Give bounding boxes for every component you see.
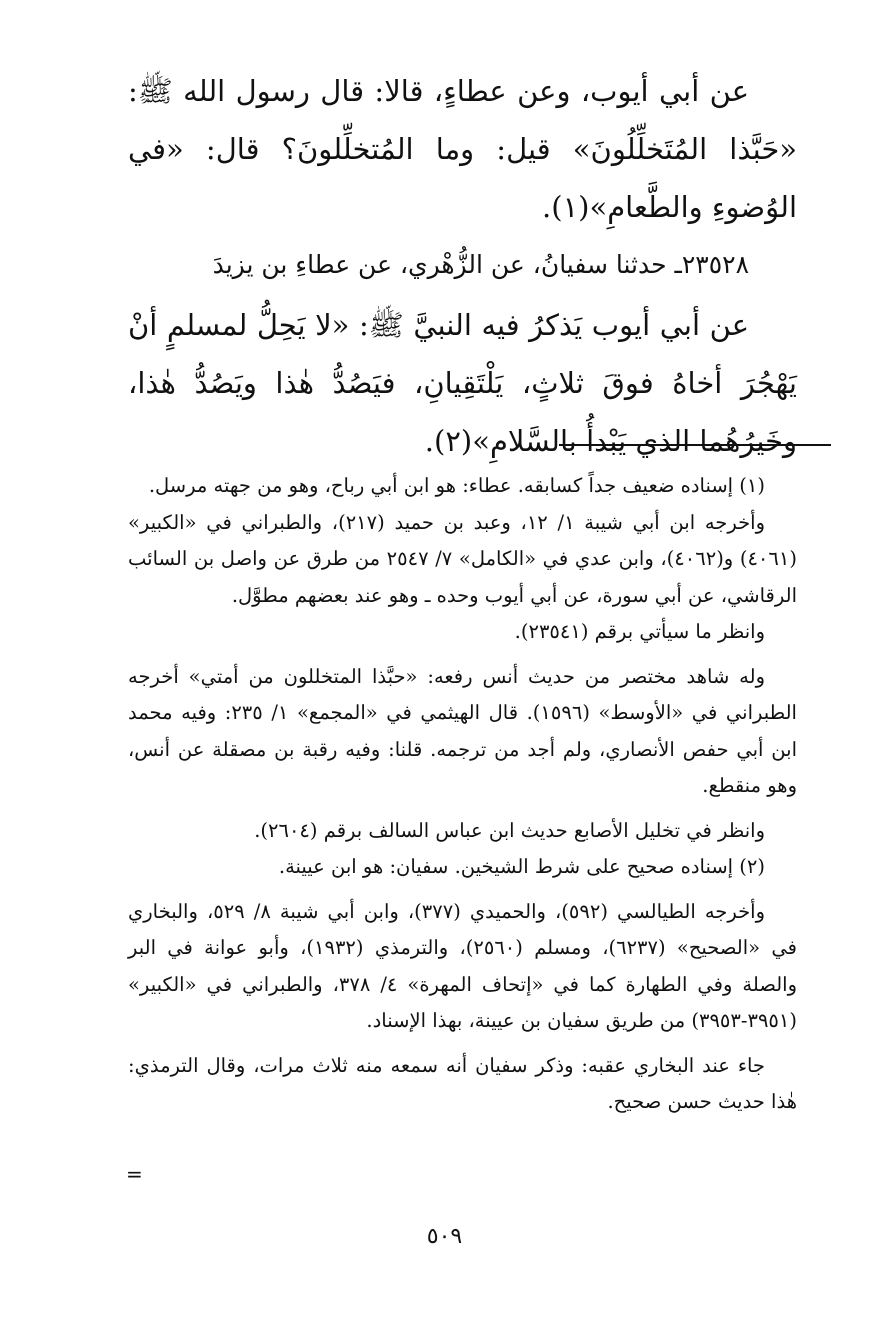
hadith-23528-matn: عن أبي أيوب يَذكرُ فيه النبيَّ ﷺ: «لا يَحِلُّ لمسلمٍ أنْ يَهْجُرَ أخاهُ فوقَ ثلاثٍ، يَلْتَقِيانِ، فيَصُدُّ هٰذا ويَصُدُّ هٰذا، وخَيرُهُما الذي يَبْدأُ بالسَّلامِ»(٢).: [128, 308, 797, 458]
footnote-2-paragraph: وأخرجه الطيالسي (٥٩٢)، والحميدي (٣٧٧)، وابن أبي شيبة ٨/ ٥٢٩، والبخاري في «الصحيح» (٦٢٣٧)، ومسلم (٢٥٦٠)، والترمذي (١٩٣٢)، وأبو عوانة في البر والصلة وفي الطهارة كما في «إتحاف المهرة» ٤/ ٣٧٨، والطبراني في «الكبير» (٣٩٥١-٣٩٥٣) من طريق سفيان بن عيينة، بهذا الإسناد.: [128, 899, 798, 1032]
footnote-1-paragraph: وله شاهد مختصر من حديث أنس رفعه: «حبَّذا المتخللون من أمتي» أخرجه الطبراني في «الأوسط» (١٥٩٦). قال الهيثمي في «المجمع» ١/ ٢٣٥: وفيه محمد ابن أبي حفص الأنصاري، ولم أجد من ترجمه. قلنا: وفيه رقبة بن مصقلة عن أنس، وهو منقطع.: [128, 664, 797, 797]
footnote-1-paragraph: وانظر في تخليل الأصابع حديث ابن عباس السالف برقم (٢٦٠٤).: [254, 818, 765, 842]
footnote-1-paragraph: وأخرجه ابن أبي شيبة ١/ ١٢، وعبد بن حميد (٢١٧)، والطبراني في «الكبير» (٤٠٦١) و(٤٠٦٢)، وابن عدي في «الكامل» ٧/ ٢٥٤٧ من طرق عن واصل بن السائب الرقاشي، عن أبي سورة، عن أبي أيوب وحده ـ وهو عند بعضهم مطوَّل.: [128, 510, 797, 607]
footnote-2: (٢) إسناده صحيح على شرط الشيخين. سفيان: هو ابن عيينة.: [278, 855, 765, 878]
hadith-23527-continuation: عن أبي أيوب، وعن عطاءٍ، قالا: قال رسول الله ﷺ: «حَبَّذا المُتَخلِّلُونَ» قيل: وما المُتخلِّلونَ؟ قال: «في الوُضوءِ والطَّعامِ»(١).: [128, 74, 797, 224]
page-number: ٥٠٩: [426, 1224, 463, 1249]
footnote-2-paragraph: جاء عند البخاري عقبه: وذكر سفيان أنه سمعه منه ثلاث مرات، وقال الترمذي: هٰذا حديث حسن صحيح.: [128, 1053, 797, 1113]
footnote-1-paragraph: وانظر ما سيأتي برقم (٢٣٥٤١).: [514, 620, 765, 643]
hadith-23528-isnad: ٢٣٥٢٨ـ حدثنا سفيانُ، عن الزُّهْري، عن عطاءِ بن يزيدَ: [212, 250, 749, 279]
footnote-separator: [559, 444, 831, 446]
footnotes: [128, 468, 797, 1121]
main-text: [128, 62, 797, 470]
continuation-mark: =: [126, 1162, 143, 1186]
footnote-1: (١) إسناده ضعيف جداً كسابقه. عطاء: هو ابن أبي رباح، وهو من جهته مرسل.: [148, 474, 765, 497]
